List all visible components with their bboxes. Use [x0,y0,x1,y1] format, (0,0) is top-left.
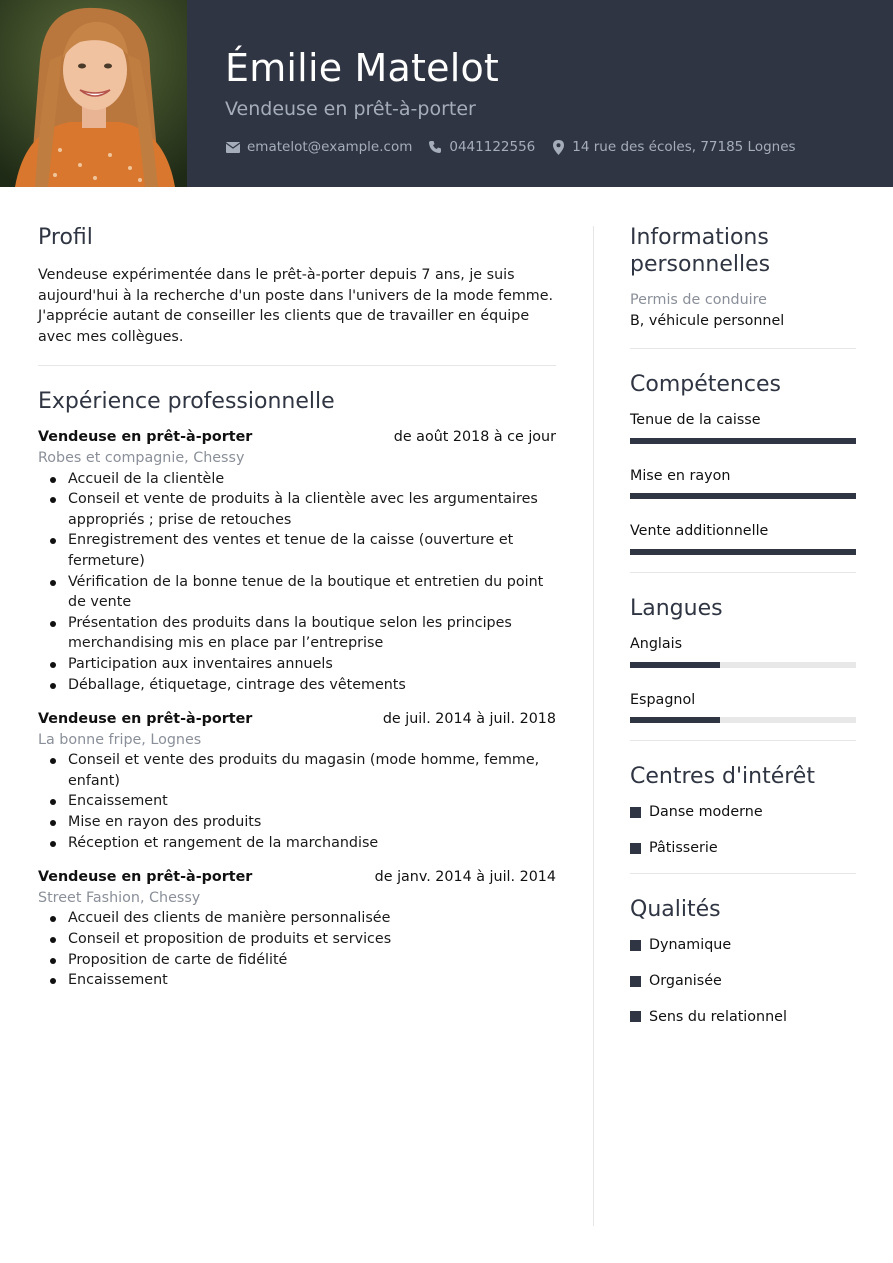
square-bullet-icon [630,1011,641,1022]
interest-item-label: Danse moderne [649,804,763,821]
map-pin-icon [550,139,566,155]
task-list [38,908,556,990]
languages-heading: Langues [630,595,723,621]
task-item: Conseil et vente des produits du magasin (mode homme, femme, enfant) [38,750,556,791]
qualities-section [630,896,856,1027]
skill-name: Mise en rayon [630,467,731,484]
square-bullet-icon [630,940,641,951]
job-company: Street Fashion, Chessy [38,889,201,906]
job-header [38,867,556,888]
interest-item-label: Pâtisserie [649,839,718,856]
interests-heading: Centres d'intérêt [630,764,815,790]
interest-item [630,802,856,823]
job-header [38,427,556,448]
level-bar-fill [630,717,720,723]
quality-item [630,971,856,992]
languages-section [630,595,856,723]
level-bar [630,717,856,723]
interests-list [630,802,856,858]
interests-section [630,763,856,858]
phone-icon [427,139,443,155]
job-company: La bonne fripe, Lognes [38,731,202,748]
job-list [38,427,556,990]
task-item: Réception et rangement de la marchandise [38,833,556,854]
quality-item [630,935,856,956]
skills-list [630,410,856,555]
skill-name: Tenue de la caisse [630,412,761,429]
profile-photo [0,0,187,187]
profile-section [38,224,556,347]
section-divider [630,348,856,349]
level-bar-fill [630,493,856,499]
section-divider [630,873,856,874]
task-item: Encaissement [38,791,556,812]
skill-item [630,410,856,444]
square-bullet-icon [630,843,641,854]
quality-item-label: Dynamique [649,937,732,954]
task-item: Vérification de la bonne tenue de la boutique et entretien du point de vente [38,572,556,613]
experience-heading: Expérience professionnelle [38,389,335,415]
resume-header [0,0,893,187]
contact-email[interactable] [225,139,412,155]
experience-section [38,388,556,990]
quality-item-label: Organisée [649,972,722,989]
section-divider [38,365,556,366]
contact-phone[interactable] [427,139,535,155]
task-item: Enregistrement des ventes et tenue de la caisse (ouverture et fermeture) [38,530,556,571]
section-divider [630,740,856,741]
license-label: Permis de conduire [630,292,767,308]
personal-info-heading: Informations personnelles [630,225,771,277]
skill-item [630,521,856,555]
email-text: ematelot@example.com [247,139,413,155]
job-role: Vendeuse en prêt-à-porter [38,711,253,728]
job-dates: de août 2018 à ce jour [393,429,556,446]
column-divider [593,226,594,1226]
job-header [38,709,556,730]
skills-section [630,371,856,555]
task-item: Conseil et proposition de produits et services [38,929,556,950]
job-dates: de janv. 2014 à juil. 2014 [374,869,556,886]
contact-info [225,139,811,155]
level-bar [630,438,856,444]
contact-address [550,139,795,155]
profile-heading: Profil [38,225,93,250]
job-entry [38,427,556,695]
section-divider [630,572,856,573]
task-item: Mise en rayon des produits [38,812,556,833]
address-text: 14 rue des écoles, 77185 Lognes [572,139,796,155]
task-item: Conseil et vente de produits à la clientèle avec les argumentaires appropriés ; prise de retouches [38,489,556,530]
level-bar-fill [630,662,720,668]
square-bullet-icon [630,807,641,818]
envelope-icon [225,139,241,155]
job-role: Vendeuse en prêt-à-porter [38,429,253,446]
main-column [38,224,556,991]
interest-item [630,838,856,859]
skills-heading: Compétences [630,372,781,398]
job-company: Robes et compagnie, Chessy [38,449,245,466]
square-bullet-icon [630,976,641,987]
candidate-name: Émilie Matelot [225,46,500,90]
skill-name: Vente additionnelle [630,523,769,540]
level-bar [630,549,856,555]
task-item: Participation aux inventaires annuels [38,654,556,675]
task-item: Déballage, étiquetage, cintrage des vêtements [38,675,556,696]
job-dates: de juil. 2014 à juil. 2018 [382,711,556,728]
skill-item [630,466,856,500]
level-bar [630,493,856,499]
quality-item [630,1007,856,1028]
qualities-list [630,935,856,1027]
task-item: Accueil de la clientèle [38,469,556,490]
task-item: Présentation des produits dans la boutique selon les principes merchandising mis en place par l’entreprise [38,613,556,654]
task-list [38,750,556,853]
task-item: Encaissement [38,970,556,991]
language-item [630,690,856,724]
languages-list [630,634,856,723]
phone-text: 0441122556 [449,139,536,155]
level-bar-fill [630,549,856,555]
job-role: Vendeuse en prêt-à-porter [38,869,253,886]
candidate-title: Vendeuse en prêt-à-porter [225,98,476,120]
qualities-heading: Qualités [630,897,721,923]
license-value: B, véhicule personnel [630,312,785,329]
language-name: Anglais [630,635,683,652]
quality-item-label: Sens du relationnel [649,1008,787,1025]
sidebar-column [630,224,856,1042]
level-bar-fill [630,438,856,444]
level-bar [630,662,856,668]
job-entry [38,867,556,991]
language-item [630,634,856,668]
personal-info-section [630,224,856,331]
job-entry [38,709,556,853]
task-list [38,469,556,696]
task-item: Proposition de carte de fidélité [38,950,556,971]
language-name: Espagnol [630,691,696,708]
profile-text: Vendeuse expérimentée dans le prêt-à-porter depuis 7 ans, je suis aujourd'hui à la recherche d'un poste dans l'univers de la mode femme. J'apprécie autant de conseiller les clients que de travailler en équipe avec mes collègues. [38,267,554,345]
task-item: Accueil des clients de manière personnalisée [38,908,556,929]
